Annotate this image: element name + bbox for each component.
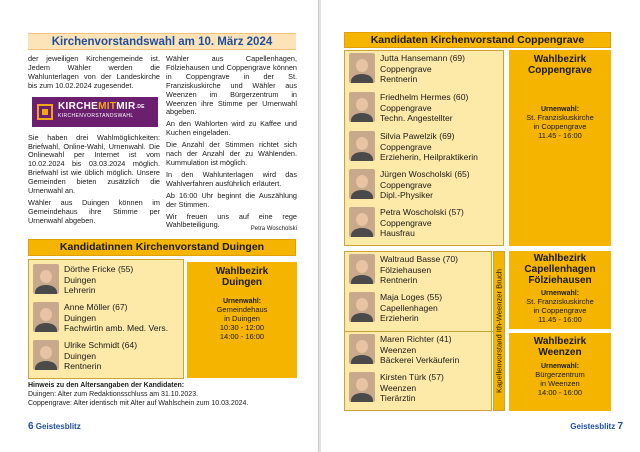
paragraph: der jeweiligen Kirchengemeinde ist. Jedem Wähler werden die Wahlunterlagen von der Landeskirche bis zum 10.02.2024 zugesendet. [28,54,160,90]
candidate: Maja Loges (55) Capellenhagen Erzieherin [349,292,442,324]
candidate: Ulrike Schmidt (64) Duingen Rentnerin [33,340,137,372]
candidate-photo [349,169,375,199]
coppengrave-candidates [344,50,504,246]
candidate-photo [33,302,59,332]
candidate: Silvia Pawelzik (69) Coppengrave Erzieherin, Heilpraktikerin [349,131,478,163]
duingen-wahlbezirk: Wahlbezirk Duingen Urnenwahl: Gemeindehaus in Duingen 10:30 - 12:00 14:00 - 16:00 [187,262,297,378]
candidate-photo [349,53,375,83]
candidate: Anne Möller (67) Duingen Fachwirtin amb. Med. Vers. [33,302,168,334]
paragraph: Wähler aus Capellenhagen, Fölziehausen und Coppengrave können in Coppengrave in der St. Franziskuskirche und Wähler aus Weenzen im Bürgerzentrum in Weenzen ihre Stimme per Urnenwahl abgeben. [166,54,297,117]
page-footer [28,421,81,432]
candidate: Waltraud Basse (70) Fölziehausen Rentnerin [349,254,458,286]
candidate-photo [349,254,375,284]
paragraph: Sie haben drei Wahlmöglichkeiten: Briefwahl, Online-Wahl, Urnenwahl. Die Onlinewahl per Internet ist vom 10.02.2024 bis 03.03.2024 möglich. Briefwahl ist wie üblich möglich. Unsere Gemeinden bieten zusätzlich die Urnenwahl an. [28,132,160,196]
candidate-photo [349,92,375,122]
candidate: Friedhelm Hermes (60) Coppengrave Techn. Angestellter [349,92,468,124]
kirchemitmir-logo: $KIRCHEMITMIR^{.DE}$ KIRCHENVORSTANDSWAHL [32,97,158,127]
magazine-name: Geistesblitz [35,422,81,431]
weenzen-wahlbezirk: Wahlbezirk Weenzen Urnenwahl: Bürgerzentrum in Weenzen 14:00 - 16:00 [509,333,611,411]
kapellenvorstand-label: Kapellenvorstand Ith-Weenzer Bruch [493,251,505,411]
signature: Petra Woscholski [250,226,297,233]
candidate: Dörthe Fricke (55) Duingen Lehrerin [33,264,133,296]
capellenhagen-wahlbezirk: Wahlbezirk Capellenhagen Fölziehausen Urnenwahl: St. Franziskuskirche in Coppengrave 11.45 - 16:00 [509,251,611,329]
logo-mark-icon [37,104,53,120]
candidate-photo [349,207,375,237]
page-number: 7 [617,421,623,432]
candidate: Maren Richter (41) Weenzen Bäckerei Verkäuferin [349,334,459,366]
candidate-photo [349,334,375,364]
magazine-name: Geistesblitz [570,422,616,431]
paragraph: In den Wahlunterlagen wird das Wahlverfahren ausführlich erläutert. [166,169,297,188]
candidate-photo [33,340,59,370]
duingen-candidates [28,259,184,379]
paragraph: Die Anzahl der Stimmen richtet sich nach der Anzahl der zu Wählenden. Kummulation ist möglich. [166,140,297,167]
candidate-photo [349,131,375,161]
duingen-heading: Kandidatinnen Kirchenvorstand Duingen [28,239,296,256]
paragraph: Wir freuen uns auf eine rege Wahlbeteiligung. [166,211,297,230]
left-page [0,0,319,452]
candidate: Jutta Hansemann (69) Coppengrave Rentnerin [349,53,465,85]
coppengrave-heading: Kandidaten Kirchenvorstand Coppengrave [344,32,611,48]
candidate: Jürgen Woscholski (65) Coppengrave Dipl.-Physiker [349,169,470,201]
paragraph: Wähler aus Duingen können im Gemeindehaus ihre Stimme per Urnenwahl abgeben. [28,197,160,225]
age-note: Hinweis zu den Altersangaben der Kandidaten: Duingen: Alter zum Redaktionsschluss am 31.10.2023. Coppengrave: Alter identisch mit Alter auf Wahlschein zum 10.03.2024. [28,382,249,407]
candidate: Kirsten Türk (57) Weenzen Tierärztin [349,372,444,404]
coppengrave-wahlbezirk: Wahlbezirk Coppengrave Urnenwahl: St. Franziskuskirche in Coppengrave 11.45 - 16:00 [509,50,611,246]
page-number: 6 [28,421,34,432]
right-page [321,0,640,452]
candidate-photo [349,292,375,322]
divider [345,331,501,332]
candidate-photo [33,264,59,294]
candidate-photo [349,372,375,402]
text-column-right [166,55,297,234]
page-footer [570,421,623,432]
paragraph: An den Wahlorten wird zu Kaffee und Kuchen eingeladen. [166,119,297,138]
candidate: Petra Woscholski (57) Coppengrave Hausfrau [349,207,464,239]
election-heading: Kirchenvorstandswahl am 10. März 2024 [28,33,296,50]
text-column-left [28,55,160,229]
paragraph: Ab 16:00 Uhr beginnt die Auszählung der Stimmen. [166,190,297,209]
